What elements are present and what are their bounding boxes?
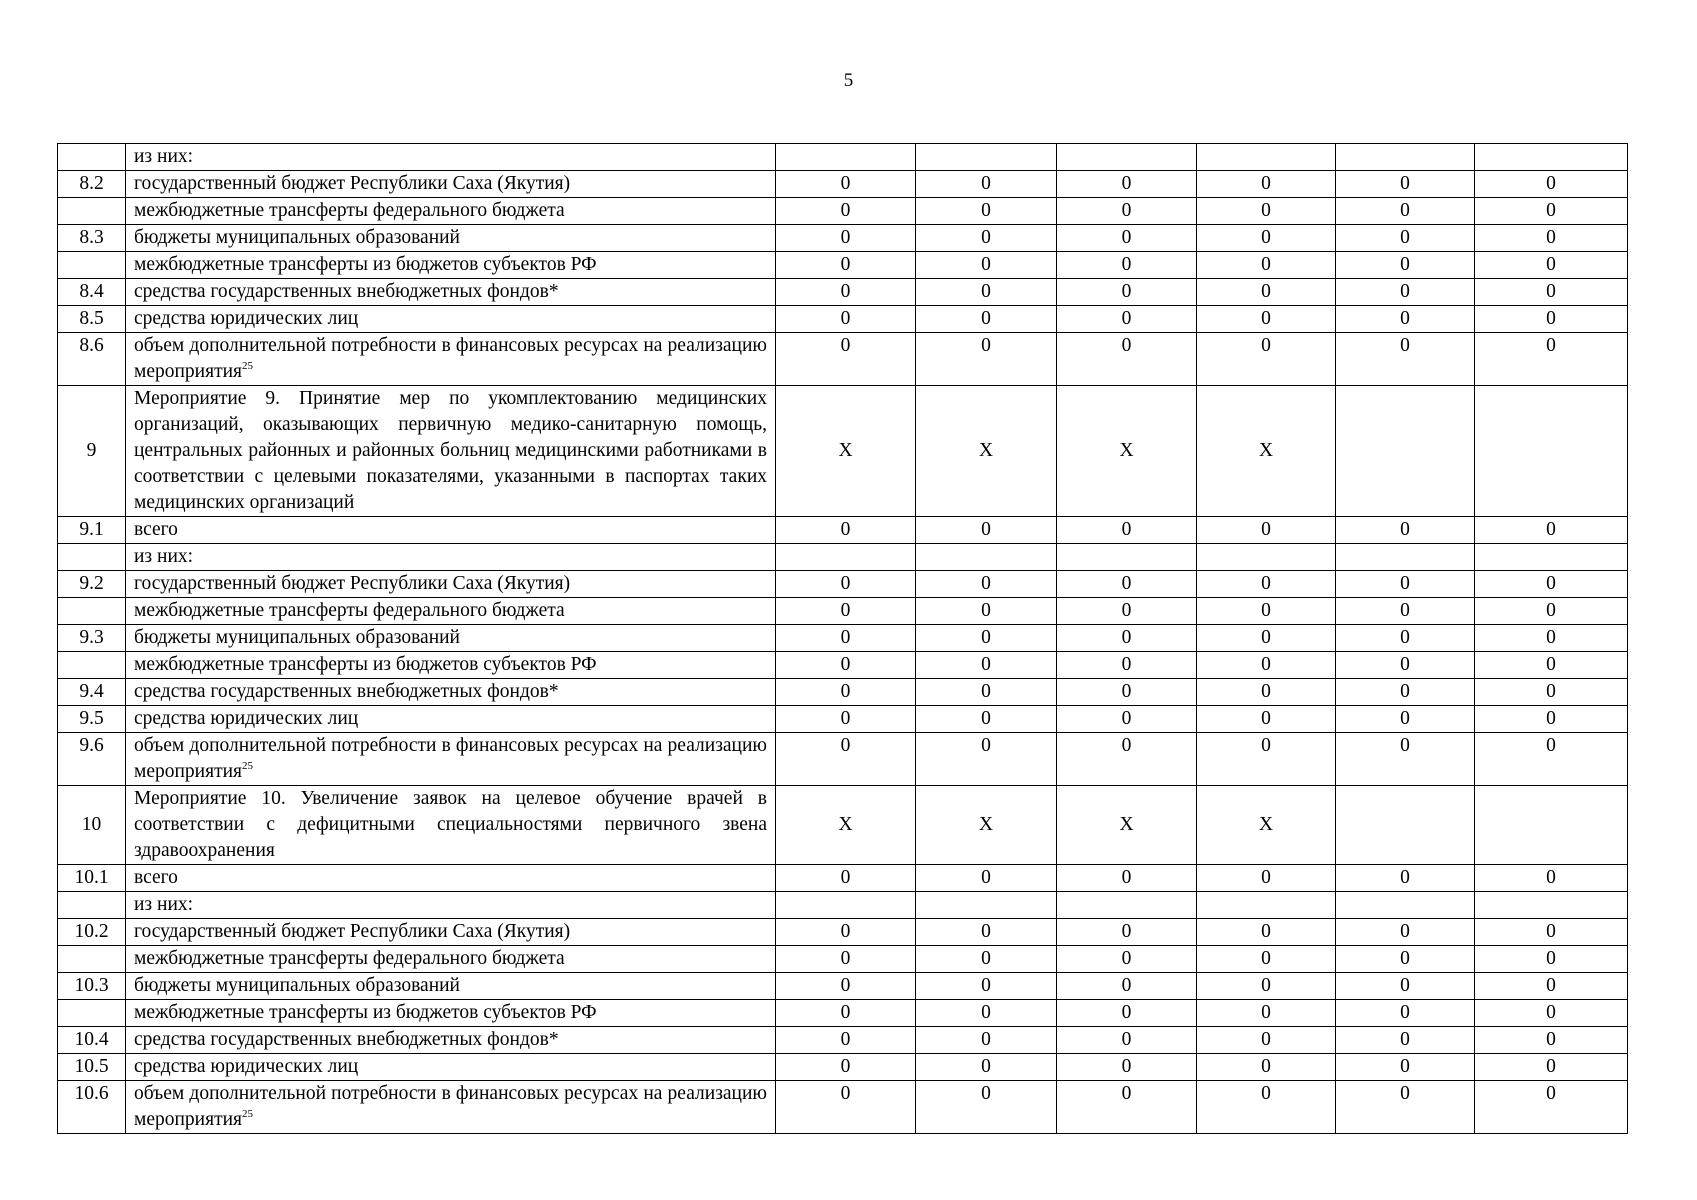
value-cell: 0 [1057,1027,1197,1054]
row-label: средства юридических лиц [134,708,359,729]
table-row [58,946,1628,973]
value-cell [1197,892,1336,919]
table-row [58,517,1628,544]
table-row [58,198,1628,225]
row-label: государственный бюджет Республики Саха (Якутия) [134,573,571,594]
value-cell: 0 [1197,1054,1336,1081]
value-cell: 0 [1057,973,1197,1000]
table-row [58,144,1628,171]
value-cell: 0 [1336,225,1475,252]
value-cell: 0 [1336,198,1475,225]
value-cell: 0 [776,973,916,1000]
value-cell: 0 [1475,1027,1628,1054]
row-number: 10.6 [58,1081,126,1134]
row-label: межбюджетные трансферты федерального бюджета [134,200,565,221]
row-description [126,571,776,598]
row-description [126,279,776,306]
value-cell: 0 [1475,333,1628,386]
value-cell: 0 [1336,306,1475,333]
row-label: средства государственных внебюджетных фондов* [134,1029,559,1050]
row-label: Мероприятие 9. Принятие мер по укомплектованию медицинских организаций, оказывающих первичную медико-санитарную помощь, центральных районных и районных больниц медицинскими работниками в соответствии с целевыми показателями, указанными в паспортах таких медицинских организаций [134,388,767,513]
value-cell: 0 [916,571,1057,598]
row-label: межбюджетные трансферты из бюджетов субъектов РФ [134,1002,597,1023]
row-description [126,225,776,252]
value-cell: 0 [1475,973,1628,1000]
value-cell: 0 [1057,1000,1197,1027]
value-cell: 0 [776,279,916,306]
value-cell [916,892,1057,919]
value-cell [1475,144,1628,171]
value-cell: 0 [1197,1081,1336,1134]
row-number: 8.6 [58,333,126,386]
row-description [126,144,776,171]
value-cell: 0 [776,625,916,652]
row-label: бюджеты муниципальных образований [134,975,460,996]
table-row [58,279,1628,306]
value-cell: 0 [1057,733,1197,786]
row-description [126,973,776,1000]
value-cell: 0 [776,1000,916,1027]
value-cell: 0 [916,679,1057,706]
value-cell: 0 [1475,171,1628,198]
value-cell [1475,892,1628,919]
row-description [126,892,776,919]
value-cell: 0 [1057,1081,1197,1134]
value-cell: 0 [776,652,916,679]
value-cell: 0 [1197,225,1336,252]
row-label: средства государственных внебюджетных фондов* [134,281,559,302]
value-cell: 0 [916,171,1057,198]
footnote-mark: 25 [242,360,254,372]
value-cell: Х [1197,786,1336,865]
row-label: Мероприятие 10. Увеличение заявок на целевое обучение врачей в соответствии с дефицитными специальностями первичного звена здравоохранения [134,788,767,861]
value-cell: 0 [1057,919,1197,946]
value-cell: 0 [916,1081,1057,1134]
footnote-mark: 25 [242,1108,254,1120]
table-row [58,252,1628,279]
value-cell: 0 [1057,625,1197,652]
row-description [126,517,776,544]
value-cell: 0 [1197,333,1336,386]
table-row [58,171,1628,198]
table-row [58,225,1628,252]
value-cell: 0 [916,1054,1057,1081]
row-label: межбюджетные трансферты федерального бюджета [134,600,565,621]
value-cell: 0 [1197,679,1336,706]
value-cell: 0 [1336,625,1475,652]
table-row [58,625,1628,652]
value-cell: 0 [1475,625,1628,652]
value-cell: 0 [1475,919,1628,946]
value-cell: 0 [1057,598,1197,625]
table-row [58,1054,1628,1081]
value-cell [1336,386,1475,517]
value-cell: 0 [916,306,1057,333]
table-row [58,919,1628,946]
row-description [126,1027,776,1054]
row-number: 10.5 [58,1054,126,1081]
value-cell [1475,386,1628,517]
value-cell [1197,144,1336,171]
row-description [126,306,776,333]
table-row [58,571,1628,598]
value-cell [1475,786,1628,865]
value-cell: 0 [1197,279,1336,306]
row-number: 9 [58,386,126,517]
row-number: 8.4 [58,279,126,306]
value-cell: 0 [1336,1054,1475,1081]
value-cell: 0 [1057,306,1197,333]
value-cell: 0 [1057,517,1197,544]
table-row [58,892,1628,919]
table-row [58,333,1628,386]
row-number: 8.2 [58,171,126,198]
row-label: средства юридических лиц [134,308,359,329]
value-cell: 0 [1475,1000,1628,1027]
value-cell: 0 [1475,252,1628,279]
value-cell: 0 [916,252,1057,279]
value-cell: 0 [916,973,1057,1000]
row-number [58,252,126,279]
value-cell: 0 [776,517,916,544]
value-cell: 0 [1057,946,1197,973]
row-label: межбюджетные трансферты федерального бюджета [134,948,565,969]
table-row [58,652,1628,679]
value-cell: 0 [1197,733,1336,786]
row-number: 8.5 [58,306,126,333]
value-cell: 0 [1336,679,1475,706]
table-body [58,144,1628,1134]
value-cell: 0 [1475,571,1628,598]
row-number: 9.6 [58,733,126,786]
value-cell: 0 [1057,652,1197,679]
value-cell: 0 [916,333,1057,386]
value-cell: 0 [916,225,1057,252]
value-cell: 0 [1197,625,1336,652]
value-cell: 0 [916,279,1057,306]
row-description [126,679,776,706]
row-description [126,946,776,973]
value-cell: 0 [1197,973,1336,1000]
value-cell [1057,544,1197,571]
row-number: 10.4 [58,1027,126,1054]
value-cell: 0 [1475,279,1628,306]
value-cell: 0 [1336,706,1475,733]
value-cell: 0 [1336,946,1475,973]
value-cell: 0 [1336,919,1475,946]
row-number: 9.4 [58,679,126,706]
value-cell: 0 [1475,1081,1628,1134]
table-row [58,544,1628,571]
row-number [58,598,126,625]
value-cell [1057,892,1197,919]
value-cell: 0 [1057,679,1197,706]
value-cell: 0 [1057,198,1197,225]
value-cell: 0 [776,733,916,786]
value-cell [1336,544,1475,571]
value-cell: 0 [1336,1081,1475,1134]
value-cell [1336,892,1475,919]
value-cell: 0 [916,1000,1057,1027]
value-cell: 0 [1197,306,1336,333]
value-cell: 0 [776,252,916,279]
value-cell: 0 [776,679,916,706]
value-cell [776,144,916,171]
row-description [126,1054,776,1081]
table-row [58,306,1628,333]
value-cell: 0 [1197,571,1336,598]
value-cell: 0 [1475,865,1628,892]
page-number: 5 [843,70,854,91]
row-number: 10.3 [58,973,126,1000]
value-cell: 0 [1197,598,1336,625]
table-row [58,865,1628,892]
row-label: бюджеты муниципальных образований [134,627,460,648]
value-cell: 0 [776,225,916,252]
value-cell: 0 [916,946,1057,973]
value-cell: 0 [1475,946,1628,973]
row-description [126,198,776,225]
value-cell: 0 [1475,598,1628,625]
value-cell: 0 [916,919,1057,946]
row-label: средства юридических лиц [134,1056,359,1077]
value-cell: 0 [1057,865,1197,892]
value-cell: 0 [1336,171,1475,198]
row-label: всего [134,867,178,888]
row-description [126,733,776,786]
row-description [126,1000,776,1027]
value-cell: 0 [1475,198,1628,225]
value-cell: 0 [1336,733,1475,786]
row-number: 10 [58,786,126,865]
value-cell: 0 [916,198,1057,225]
row-description [126,1081,776,1134]
table-row [58,1000,1628,1027]
value-cell: 0 [1197,252,1336,279]
value-cell [776,544,916,571]
value-cell: 0 [1336,571,1475,598]
row-label: всего [134,519,178,540]
row-number [58,544,126,571]
row-description [126,333,776,386]
value-cell: 0 [916,598,1057,625]
row-label: из них: [134,894,194,915]
value-cell: Х [776,786,916,865]
value-cell: 0 [776,1027,916,1054]
value-cell: 0 [776,306,916,333]
value-cell [776,892,916,919]
value-cell: 0 [1057,225,1197,252]
value-cell [916,544,1057,571]
value-cell: 0 [1475,706,1628,733]
row-number [58,144,126,171]
row-number [58,652,126,679]
value-cell: 0 [1197,1027,1336,1054]
value-cell: 0 [776,1081,916,1134]
value-cell: 0 [1475,679,1628,706]
row-number: 8.3 [58,225,126,252]
row-description [126,252,776,279]
value-cell: 0 [916,625,1057,652]
value-cell: 0 [916,517,1057,544]
value-cell: 0 [1057,171,1197,198]
value-cell: Х [916,386,1057,517]
row-description [126,652,776,679]
row-description [126,544,776,571]
value-cell: 0 [1336,865,1475,892]
table-row [58,1081,1628,1134]
value-cell: 0 [1336,598,1475,625]
financing-table [57,143,1628,1134]
value-cell [1475,544,1628,571]
value-cell: 0 [1197,919,1336,946]
row-number [58,892,126,919]
row-label: межбюджетные трансферты из бюджетов субъектов РФ [134,654,597,675]
value-cell: Х [1197,386,1336,517]
value-cell: 0 [776,571,916,598]
row-number: 9.3 [58,625,126,652]
value-cell: 0 [1336,973,1475,1000]
row-description [126,919,776,946]
value-cell: 0 [1336,333,1475,386]
value-cell: 0 [1475,517,1628,544]
table-row [58,679,1628,706]
value-cell: 0 [916,733,1057,786]
value-cell: 0 [1197,652,1336,679]
value-cell: 0 [1197,517,1336,544]
value-cell: 0 [1475,306,1628,333]
value-cell: 0 [916,1027,1057,1054]
value-cell: 0 [776,919,916,946]
table-row [58,1027,1628,1054]
value-cell: 0 [1336,252,1475,279]
table-row [58,706,1628,733]
value-cell [1057,144,1197,171]
value-cell: 0 [1057,333,1197,386]
value-cell: 0 [1197,946,1336,973]
value-cell: 0 [776,171,916,198]
value-cell: 0 [1336,652,1475,679]
row-description [126,865,776,892]
row-number: 10.2 [58,919,126,946]
row-number: 9.2 [58,571,126,598]
row-number: 9.1 [58,517,126,544]
value-cell: 0 [1057,279,1197,306]
row-label: межбюджетные трансферты из бюджетов субъектов РФ [134,254,597,275]
row-label: бюджеты муниципальных образований [134,227,460,248]
value-cell: 0 [776,598,916,625]
value-cell: 0 [1197,865,1336,892]
value-cell: 0 [1197,171,1336,198]
event-row [58,386,1628,517]
row-number [58,946,126,973]
row-number: 9.5 [58,706,126,733]
value-cell: 0 [1475,225,1628,252]
value-cell: 0 [1336,1027,1475,1054]
value-cell: 0 [1197,198,1336,225]
row-description [126,625,776,652]
value-cell [1336,786,1475,865]
row-label: объем дополнительной потребности в финансовых ресурсах на реализацию мероприятия [134,735,767,782]
row-number: 10.1 [58,865,126,892]
value-cell: 0 [776,1054,916,1081]
value-cell: 0 [1475,733,1628,786]
value-cell: 0 [916,865,1057,892]
table-row [58,598,1628,625]
table-row [58,973,1628,1000]
row-label: государственный бюджет Республики Саха (Якутия) [134,921,571,942]
value-cell: 0 [776,946,916,973]
value-cell: 0 [916,652,1057,679]
value-cell: 0 [1197,1000,1336,1027]
value-cell: 0 [1336,279,1475,306]
value-cell: 0 [1197,706,1336,733]
value-cell [916,144,1057,171]
value-cell [1336,144,1475,171]
value-cell: 0 [776,198,916,225]
row-label: государственный бюджет Республики Саха (Якутия) [134,173,571,194]
row-description [126,786,776,865]
value-cell: 0 [1475,652,1628,679]
value-cell: 0 [1336,517,1475,544]
value-cell: Х [776,386,916,517]
value-cell: 0 [1057,252,1197,279]
row-number [58,1000,126,1027]
row-label: из них: [134,546,194,567]
value-cell: Х [1057,786,1197,865]
value-cell: 0 [776,333,916,386]
row-label: средства государственных внебюджетных фондов* [134,681,559,702]
value-cell: 0 [916,706,1057,733]
row-description [126,386,776,517]
row-description [126,706,776,733]
row-number [58,198,126,225]
event-row [58,786,1628,865]
value-cell: Х [1057,386,1197,517]
value-cell [1197,544,1336,571]
row-description [126,171,776,198]
row-label: объем дополнительной потребности в финансовых ресурсах на реализацию мероприятия [134,335,767,382]
value-cell: 0 [1336,1000,1475,1027]
row-label: объем дополнительной потребности в финансовых ресурсах на реализацию мероприятия [134,1083,767,1130]
footnote-mark: 25 [242,760,254,772]
value-cell: 0 [776,706,916,733]
row-label: из них: [134,146,194,167]
table-row [58,733,1628,786]
value-cell: 0 [776,865,916,892]
value-cell: 0 [1057,571,1197,598]
value-cell: 0 [1057,1054,1197,1081]
value-cell: Х [916,786,1057,865]
value-cell: 0 [1057,706,1197,733]
row-description [126,598,776,625]
value-cell: 0 [1475,1054,1628,1081]
